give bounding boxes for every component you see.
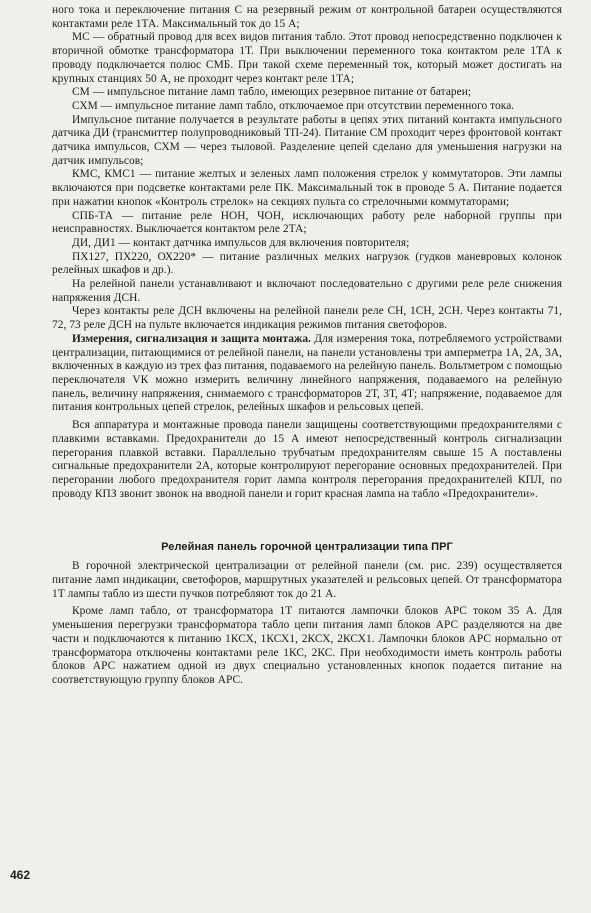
section-heading: Релейная панель горочной централизации типа ПРГ	[161, 541, 453, 554]
paragraph-kms: КМС, КМС1 — питание желтых и зеленых ламп положения стрелок у коммутаторов. Эти лампы включаются при подсветке контактами реле ПК. Максимальный ток в проводе 5 А. Питание подается при нажатии кнопок «Контроль стрелок» на секциях пульта со стрелочными коммутаторами;	[52, 168, 562, 208]
measurement-title: Измерения, сигнализация и защита монтажа.	[72, 332, 311, 345]
paragraph-prg-1: В горочной электрической централизации от релейной панели (см. рис. 239) осуществляется питание ламп индикации, светофоров, маршрутных указателей и рельсовых цепей. От трансформатора 1Т лампы табло из шести пучков потребляют ток до 21 А.	[52, 560, 562, 600]
paragraph-ms: МС — обратный провод для всех видов питания табло. Этот провод непосредственно подключен к вторичной обмотке трансформатора 1Т. При выключении переменного тока контактом реле 1ТА к проводу подключается полюс СМБ. При такой схеме переменный ток, который может достигать на крупных станциях 50 А, не проходит через контакт реле 1ТА;	[52, 31, 562, 85]
paragraph-di: ДИ, ДИ1 — контакт датчика импульсов для включения повторителя;	[72, 236, 410, 249]
measurement-text: Для измерения тока, потребляемого устройствами централизации, питающимися от релейной панели, на панели установлены три амперметра 1А, 2А, 3А, включенных в каждую из трех фаз питания, подаваемого на релейную панель. Вольтметром с помощью переключателя VК можно измерить величину линейного напряжения, подаваемого на релейную панель, величину напряжения, снимаемого с трансформаторов 2Т, 3Т, 4Т; напряжение, подаваемое для питания контрольных цепей стрелок, релейных шкафов и рельсовых цепей.	[52, 332, 563, 414]
paragraph-protection: Вся аппаратура и монтажные провода панели защищены соответствующими предохранителями с плавкими вставками. Предохранители до 15 А имеют непосредственный контроль сигнализации перегорания плавкой вставки. Параллельно трубчатым предохранителям свыше 15 А поставлены сигнальные предохранители 2А, которые контролируют перегорание основных предохранителей. При перегорании любого предохранителя горит лампа контроля перегорания предохранителей КПЛ, по проводу КПЗ звонит звонок на вводной панели и горит красная лампа на табло «Предохранители».	[52, 419, 562, 500]
paragraph-shm: СХМ — импульсное питание ламп табло, отключаемое при отсутствии переменного тока.	[72, 99, 515, 112]
paragraph-prg-2: Кроме ламп табло, от трансформатора 1Т питаются лампочки блоков АРС током 35 А. Для уменьшения перегрузки трансформатора табло цепи питания ламп блоков АРС разделяются на две части и подключаются к питанию 1КСХ, 1КСХ1, 2КСХ, 2КСХ1. Лампочки блоков АРС нормально от трансформатора отключены контактами реле 1КС, 2КС. При необходимости иметь контроль работы блоков АРС нажатием одной из двух специально установленных кнопок подается питание на соответствующую группу блоков АРС.	[52, 605, 562, 686]
document-page	[52, 4, 562, 688]
paragraph-sm: СМ — импульсное питание ламп табло, имеющих резервное питание от батареи;	[72, 86, 472, 99]
paragraph-measurement	[52, 333, 562, 415]
paragraph-ph: ПХ127, ПХ220, ОХ220* — питание различных мелких нагрузок (гудков маневровых колонок релейных шкафов и др.).	[52, 250, 562, 277]
page-number: 462	[10, 868, 31, 882]
paragraph-1: ного тока и переключение питания С на резервный режим от контрольной батареи осуществляются контактами реле 1ТА. Максимальный ток до 15 А;	[52, 4, 562, 30]
paragraph-impulse: Импульсное питание получается в результате работы в цепях этих питаний контакта импульсного датчика ДИ (трансмиттер полупроводниковый ТП-24). Питание СМ проходит через фронтовой контакт датчика импульсов, СХМ — через тыловой. Разделение цепей сделано для уменьшения нагрузки на датчик импульсов;	[52, 113, 562, 167]
paragraph-sn: Через контакты реле ДСН включены на релейной панели реле СН, 1СН, 2СН. Через контакты 71, 72, 73 реле ДСН на пульте включается индикация режимов питания светофоров.	[52, 305, 562, 332]
paragraph-spb: СПБ-ТА — питание реле НОН, ЧОН, исключающих работу реле наборной группы при неисправностях. Выключается контактом реле 2ТА;	[52, 209, 562, 236]
paragraph-dsn: На релейной панели устанавливают и включают последовательно с другими реле реле снижения напряжения ДСН.	[52, 278, 562, 304]
